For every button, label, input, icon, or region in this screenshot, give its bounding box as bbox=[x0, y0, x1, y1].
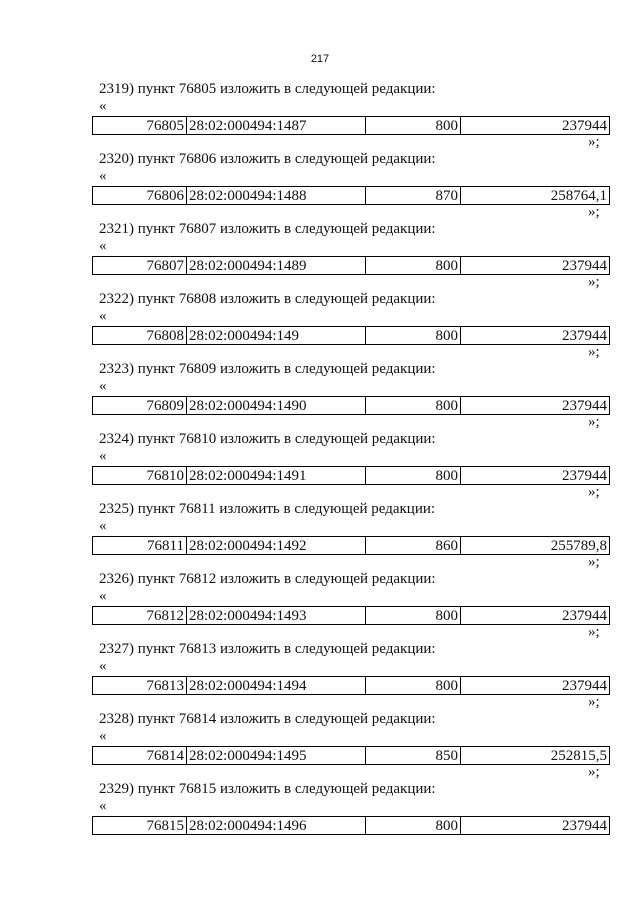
amendment-heading: 2328) пункт 76814 изложить в следующей редакции: bbox=[99, 711, 436, 727]
opening-quote: « bbox=[99, 448, 107, 464]
amendment-heading: 2320) пункт 76806 изложить в следующей редакции: bbox=[99, 151, 436, 167]
cadastral-number-cell: 28:02:000494:1491 bbox=[187, 467, 366, 485]
amendment-table bbox=[92, 746, 610, 765]
amendment-entry bbox=[0, 221, 640, 291]
page-number: 217 bbox=[310, 53, 330, 65]
amendment-entry bbox=[0, 571, 640, 641]
value-cell: 258764,1 bbox=[461, 187, 610, 205]
cadastral-number-cell: 28:02:000494:1492 bbox=[187, 537, 366, 555]
amendment-table bbox=[92, 116, 610, 135]
cadastral-number-cell: 28:02:000494:1496 bbox=[187, 817, 366, 835]
closing-quote: »; bbox=[588, 414, 600, 430]
amendment-heading: 2327) пункт 76813 изложить в следующей редакции: bbox=[99, 641, 436, 657]
amendment-table bbox=[92, 606, 610, 625]
closing-quote: »; bbox=[588, 554, 600, 570]
closing-quote: »; bbox=[588, 344, 600, 360]
amendment-table bbox=[92, 466, 610, 485]
area-cell: 800 bbox=[366, 397, 461, 415]
value-cell: 237944 bbox=[461, 117, 610, 135]
value-cell: 237944 bbox=[461, 677, 610, 695]
opening-quote: « bbox=[99, 98, 107, 114]
opening-quote: « bbox=[99, 238, 107, 254]
closing-quote: »; bbox=[588, 484, 600, 500]
closing-quote: »; bbox=[588, 624, 600, 640]
closing-quote: »; bbox=[588, 764, 600, 780]
amendment-entry bbox=[0, 151, 640, 221]
amendment-heading: 2326) пункт 76812 изложить в следующей редакции: bbox=[99, 571, 436, 587]
area-cell: 860 bbox=[366, 537, 461, 555]
table-row bbox=[93, 607, 610, 625]
closing-quote: »; bbox=[588, 134, 600, 150]
amendment-heading: 2319) пункт 76805 изложить в следующей редакции: bbox=[99, 81, 436, 97]
area-cell: 800 bbox=[366, 607, 461, 625]
cadastral-number-cell: 28:02:000494:1489 bbox=[187, 257, 366, 275]
table-row bbox=[93, 117, 610, 135]
opening-quote: « bbox=[99, 308, 107, 324]
value-cell: 237944 bbox=[461, 257, 610, 275]
table-row bbox=[93, 467, 610, 485]
amendment-heading: 2324) пункт 76810 изложить в следующей редакции: bbox=[99, 431, 436, 447]
item-number-cell: 76811 bbox=[93, 537, 187, 555]
opening-quote: « bbox=[99, 658, 107, 674]
item-number-cell: 76808 bbox=[93, 327, 187, 345]
amendment-entry bbox=[0, 781, 640, 851]
item-number-cell: 76810 bbox=[93, 467, 187, 485]
value-cell: 252815,5 bbox=[461, 747, 610, 765]
value-cell: 237944 bbox=[461, 397, 610, 415]
amendment-table bbox=[92, 816, 610, 835]
item-number-cell: 76809 bbox=[93, 397, 187, 415]
table-row bbox=[93, 677, 610, 695]
amendment-entry bbox=[0, 361, 640, 431]
amendment-table bbox=[92, 536, 610, 555]
closing-quote: »; bbox=[588, 274, 600, 290]
cadastral-number-cell: 28:02:000494:1494 bbox=[187, 677, 366, 695]
item-number-cell: 76806 bbox=[93, 187, 187, 205]
value-cell: 255789,8 bbox=[461, 537, 610, 555]
closing-quote: »; bbox=[588, 694, 600, 710]
table-row bbox=[93, 537, 610, 555]
area-cell: 800 bbox=[366, 467, 461, 485]
item-number-cell: 76813 bbox=[93, 677, 187, 695]
amendment-heading: 2321) пункт 76807 изложить в следующей редакции: bbox=[99, 221, 436, 237]
amendment-entry bbox=[0, 431, 640, 501]
opening-quote: « bbox=[99, 588, 107, 604]
amendment-heading: 2325) пункт 76811 изложить в следующей редакции: bbox=[99, 501, 436, 517]
table-row bbox=[93, 187, 610, 205]
cadastral-number-cell: 28:02:000494:1487 bbox=[187, 117, 366, 135]
area-cell: 800 bbox=[366, 817, 461, 835]
amendment-heading: 2322) пункт 76808 изложить в следующей редакции: bbox=[99, 291, 436, 307]
area-cell: 850 bbox=[366, 747, 461, 765]
amendment-heading: 2329) пункт 76815 изложить в следующей редакции: bbox=[99, 781, 436, 797]
table-row bbox=[93, 817, 610, 835]
value-cell: 237944 bbox=[461, 607, 610, 625]
amendment-heading: 2323) пункт 76809 изложить в следующей редакции: bbox=[99, 361, 436, 377]
area-cell: 870 bbox=[366, 187, 461, 205]
amendment-entry bbox=[0, 711, 640, 781]
cadastral-number-cell: 28:02:000494:1488 bbox=[187, 187, 366, 205]
amendment-entry bbox=[0, 81, 640, 151]
item-number-cell: 76812 bbox=[93, 607, 187, 625]
amendment-entry bbox=[0, 641, 640, 711]
amendment-table bbox=[92, 256, 610, 275]
amendment-entry bbox=[0, 291, 640, 361]
value-cell: 237944 bbox=[461, 467, 610, 485]
table-row bbox=[93, 257, 610, 275]
amendment-table bbox=[92, 186, 610, 205]
area-cell: 800 bbox=[366, 257, 461, 275]
opening-quote: « bbox=[99, 378, 107, 394]
amendment-table bbox=[92, 676, 610, 695]
value-cell: 237944 bbox=[461, 817, 610, 835]
area-cell: 800 bbox=[366, 117, 461, 135]
cadastral-number-cell: 28:02:000494:1490 bbox=[187, 397, 366, 415]
amendment-entry bbox=[0, 501, 640, 571]
area-cell: 800 bbox=[366, 327, 461, 345]
cadastral-number-cell: 28:02:000494:1493 bbox=[187, 607, 366, 625]
amendment-list bbox=[0, 81, 640, 851]
item-number-cell: 76805 bbox=[93, 117, 187, 135]
item-number-cell: 76814 bbox=[93, 747, 187, 765]
value-cell: 237944 bbox=[461, 327, 610, 345]
amendment-table bbox=[92, 326, 610, 345]
opening-quote: « bbox=[99, 168, 107, 184]
opening-quote: « bbox=[99, 518, 107, 534]
closing-quote: »; bbox=[588, 204, 600, 220]
item-number-cell: 76807 bbox=[93, 257, 187, 275]
opening-quote: « bbox=[99, 728, 107, 744]
table-row bbox=[93, 397, 610, 415]
item-number-cell: 76815 bbox=[93, 817, 187, 835]
table-row bbox=[93, 747, 610, 765]
cadastral-number-cell: 28:02:000494:1495 bbox=[187, 747, 366, 765]
cadastral-number-cell: 28:02:000494:149 bbox=[187, 327, 366, 345]
amendment-table bbox=[92, 396, 610, 415]
area-cell: 800 bbox=[366, 677, 461, 695]
table-row bbox=[93, 327, 610, 345]
opening-quote: « bbox=[99, 798, 107, 814]
